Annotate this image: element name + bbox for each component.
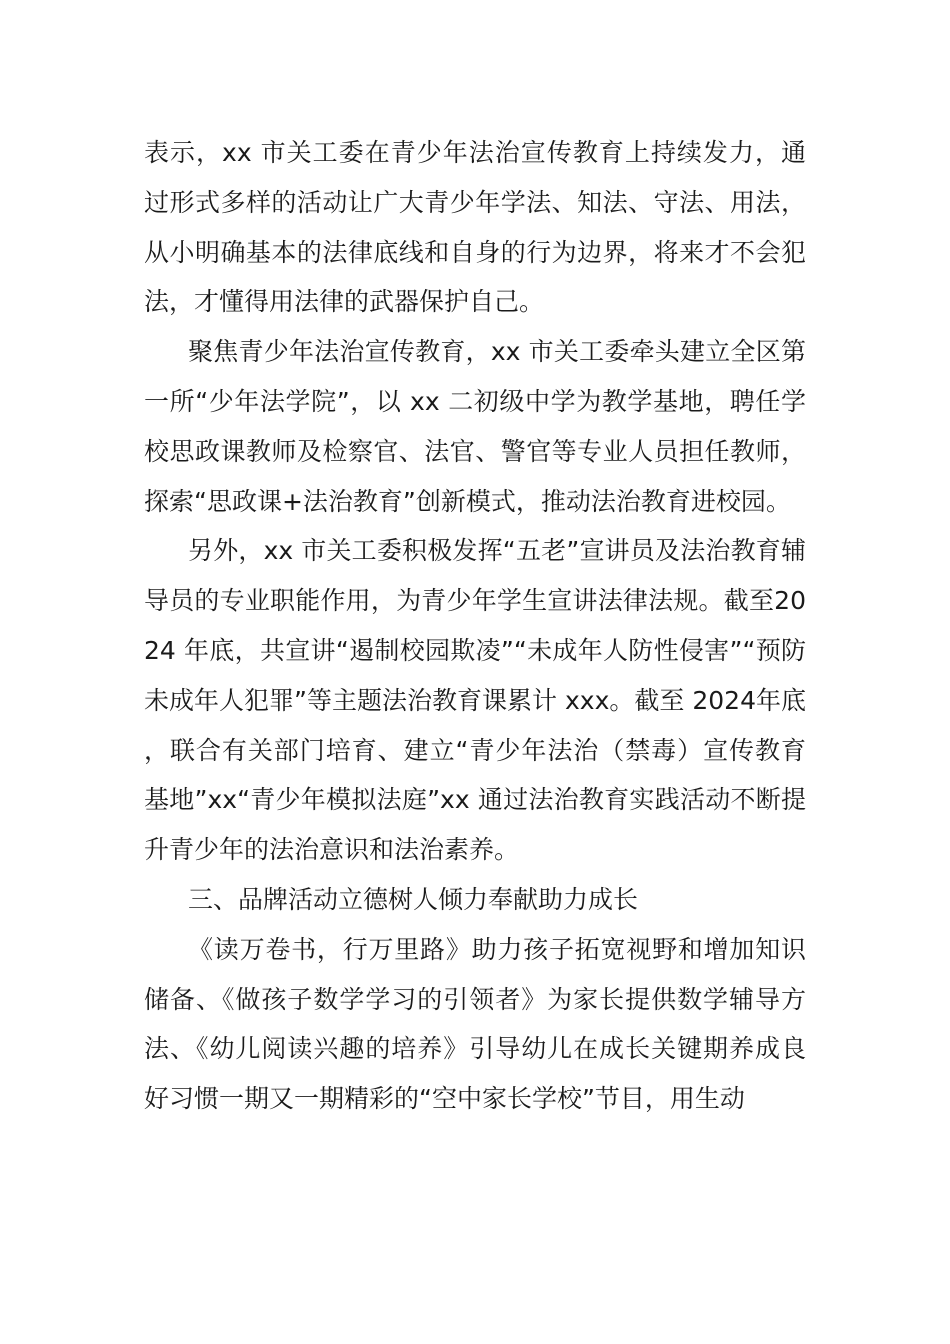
paragraph-five-elders-lectures: 另外，xx 市关工委积极发挥“五老”宣讲员及法治教育辅导员的专业职能作用，为青少年学生宣讲法律法规。截至2024 年底，共宣讲“遏制校园欺凌”“未成年人防性侵害”“预防未成年人犯罪”等主题法治教育课累计 xxx。截至 2024年底，联合有关部门培育、建立“青少年法治（禁毒）宣传教育基地”xx“青少年模拟法庭”xx 通过法治教育实践活动不断提升青少年的法治意识和法治素养。 (144, 536, 806, 865)
document-body (144, 128, 806, 1124)
section-heading-brand-activities: 三、品牌活动立德树人倾力奉献助力成长 (188, 884, 639, 914)
paragraph-juvenile-law-academy: 聚焦青少年法治宣传教育，xx 市关工委牵头建立全区第一所“少年法学院”，以 xx 二初级中学为教学基地，聘任学校思政课教师及检察官、法官、警官等专业人员担任教师，探索“思政课+法治教育”创新模式，推动法治教育进校园。 (144, 337, 806, 516)
paragraph-continuation: 表示，xx 市关工委在青少年法治宣传教育上持续发力，通过形式多样的活动让广大青少年学法、知法、守法、用法，从小明确基本的法律底线和自身的行为边界，将来才不会犯法，才懂得用法律的武器保护自己。 (144, 138, 806, 317)
paragraph-parent-school-programs: 《读万卷书，行万里路》助力孩子拓宽视野和增加知识储备、《做孩子数学学习的引领者》为家长提供数学辅导方法、《幼儿阅读兴趣的培养》引导幼儿在成长关键期养成良好习惯一期又一期精彩的“空中家长学校”节目，用生动 (144, 934, 806, 1114)
